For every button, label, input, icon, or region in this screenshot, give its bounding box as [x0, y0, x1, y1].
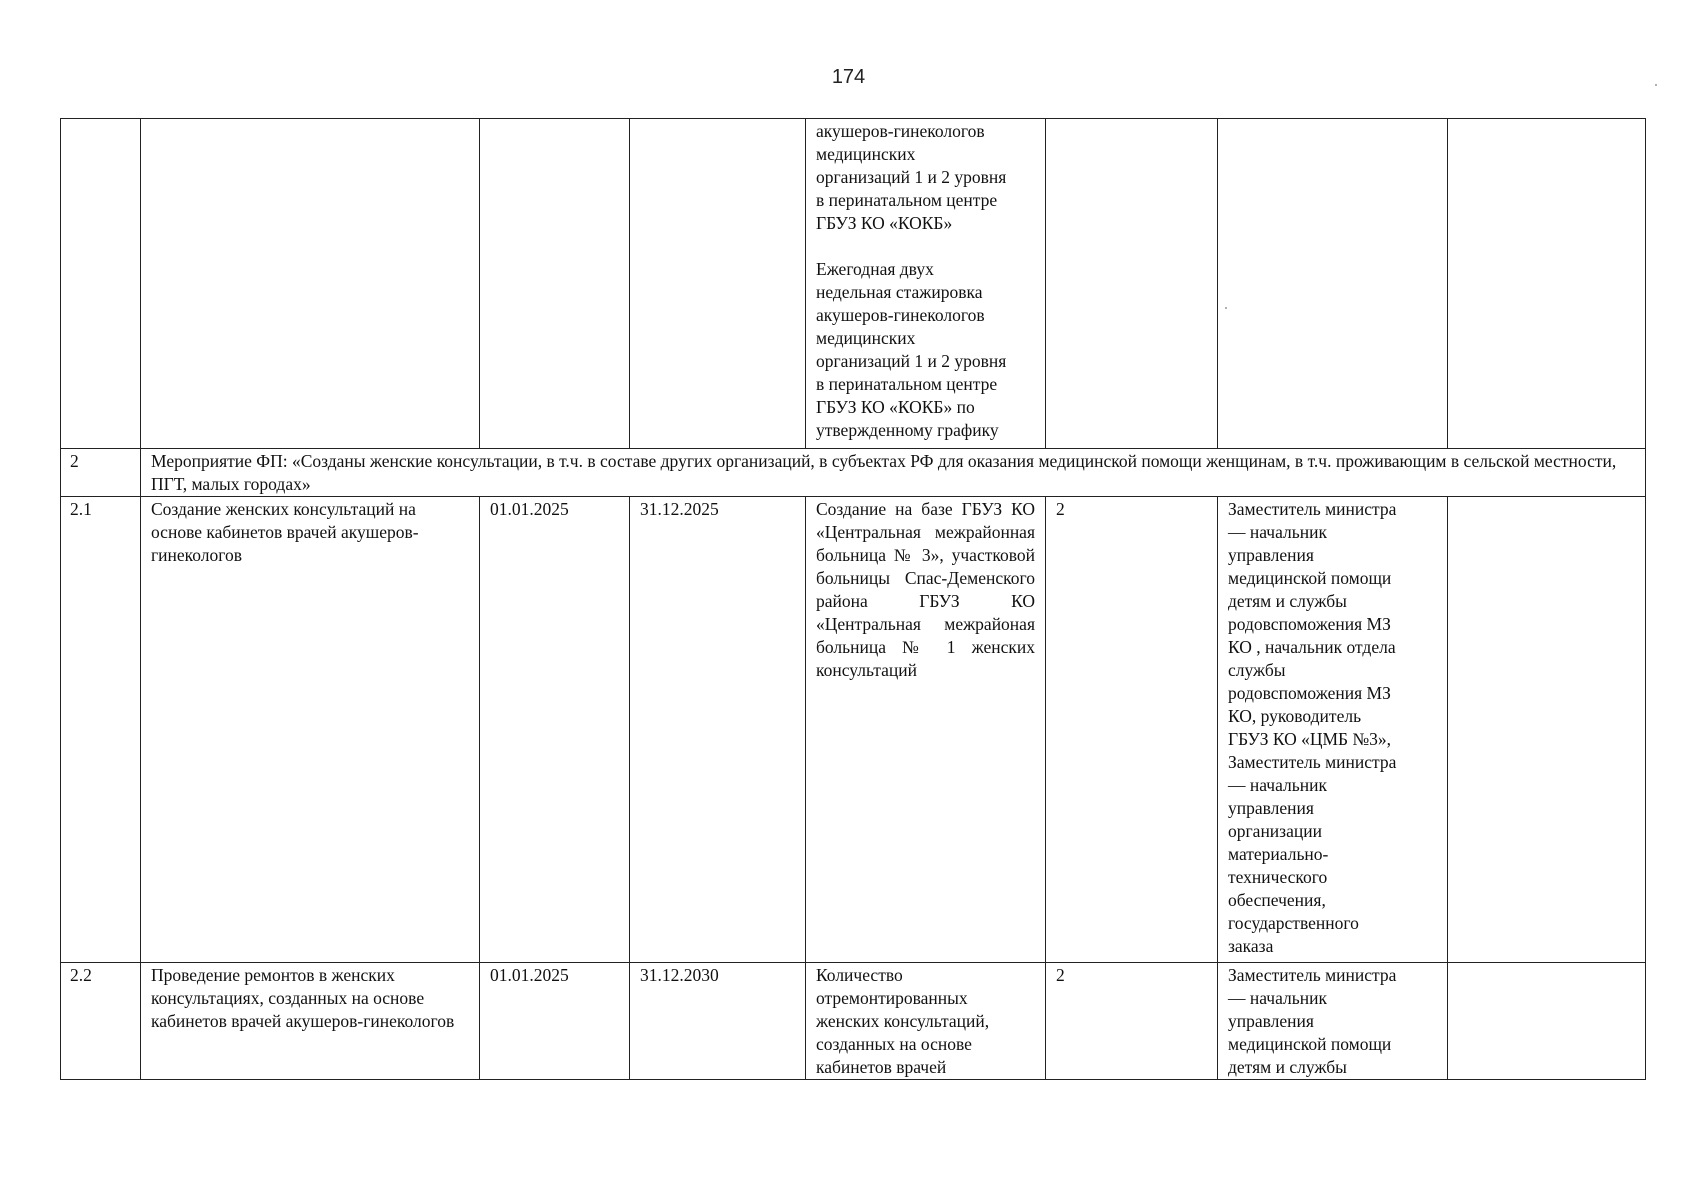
cell-num: 2.1 — [61, 497, 141, 963]
measures-table — [60, 118, 1646, 1080]
cell-result: акушеров-гинекологов медицинских организаций 1 и 2 уровня в перинатальном центре ГБУЗ КО «КОКБ» Ежегодная двух недельная стажировка акушеров-гинекологов медицинских организаций 1 и 2 уровня в перинатальном центре ГБУЗ КО «КОКБ» по утвержденному графику — [806, 119, 1046, 449]
cell-start-date: 01.01.2025 — [480, 963, 630, 1080]
section-num: 2 — [61, 449, 141, 497]
cell-responsible: Заместитель министра — начальник управления медицинской помощи детям и службы — [1218, 963, 1448, 1080]
cell-end-date — [630, 119, 806, 449]
table-row — [61, 497, 1646, 963]
cell-name — [141, 119, 480, 449]
cell-extra — [1448, 119, 1646, 449]
cell-start-date — [480, 119, 630, 449]
cell-end-date: 31.12.2030 — [630, 963, 806, 1080]
page-number: 174 — [831, 66, 866, 88]
cell-value: 2 — [1046, 497, 1218, 963]
cell-result: Количество отремонтированных женских консультаций, созданных на основе кабинетов врачей — [806, 963, 1046, 1080]
cell-value — [1046, 119, 1218, 449]
cell-num — [61, 119, 141, 449]
cell-name: Проведение ремонтов в женских консультациях, созданных на основе кабинетов врачей акушеров-гинекологов — [141, 963, 480, 1080]
cell-extra — [1448, 963, 1646, 1080]
cell-name: Создание женских консультаций на основе кабинетов врачей акушеров-гинекологов — [141, 497, 480, 963]
cell-value: 2 — [1046, 963, 1218, 1080]
cell-num: 2.2 — [61, 963, 141, 1080]
cell-responsible — [1218, 119, 1448, 449]
cell-extra — [1448, 497, 1646, 963]
scan-speck — [1655, 84, 1657, 86]
cell-responsible: Заместитель министра — начальник управления медицинской помощи детям и службы родовспоможения МЗ КО , начальник отдела службы родовспоможения МЗ КО, руководитель ГБУЗ КО «ЦМБ №3», Заместитель министра — начальник управления организации материально- технического обеспечения, государственного заказа — [1218, 497, 1448, 963]
cell-end-date: 31.12.2025 — [630, 497, 806, 963]
section-title: Мероприятие ФП: «Созданы женские консультации, в т.ч. в составе других организаций, в субъектах РФ для оказания медицинской помощи женщинам, в т.ч. проживающим в сельской местности, ПГТ, малых городах» — [141, 449, 1646, 497]
scan-speck — [1225, 307, 1227, 309]
cell-start-date: 01.01.2025 — [480, 497, 630, 963]
table-row-section — [61, 449, 1646, 497]
table-row — [61, 963, 1646, 1080]
cell-result: Создание на базе ГБУЗ КО «Центральная межрайонная больница № 3», участковой больницы Спас-Деменского района ГБУЗ КО «Центральная межрайоная больница № 1 женских консультаций — [806, 497, 1046, 963]
table-row-continuation — [61, 119, 1646, 449]
